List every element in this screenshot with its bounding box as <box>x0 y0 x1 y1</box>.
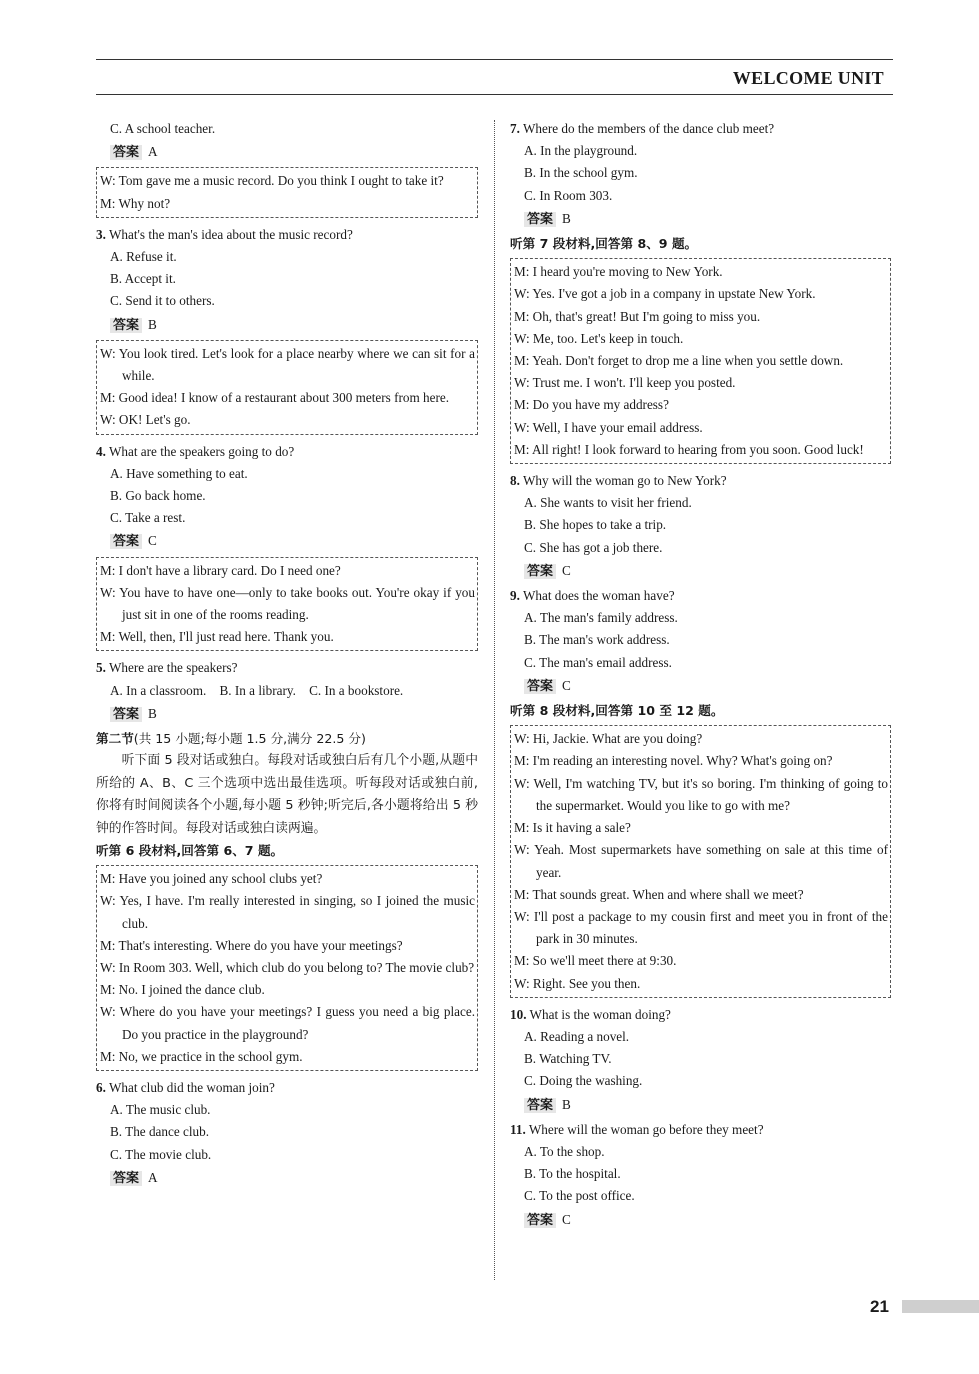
option-c: C. In Room 303. <box>524 187 613 203</box>
answer-label: 答案 <box>524 679 556 694</box>
option-b: B. The dance club. <box>110 1124 209 1140</box>
question-text: Why will the woman go to New York? <box>522 473 727 489</box>
answer-value: C <box>562 677 571 693</box>
dialogue-line: M: Well, then, I'll just read here. Thank you. <box>100 629 334 645</box>
question-number: 6. <box>96 1079 106 1095</box>
page-number-bar <box>902 1300 979 1313</box>
option-a: A. The man's family address. <box>524 610 678 626</box>
answer-line <box>510 1094 891 1117</box>
dialogue-box <box>96 167 478 217</box>
answer-label: 答案 <box>524 212 556 227</box>
option-b: B. Watching TV. <box>524 1051 612 1067</box>
answer-label: 答案 <box>110 1171 142 1186</box>
answer-line <box>510 675 891 698</box>
dialogue-line: W: Yes, I have. I'm really interested in singing, so I joined the music club. <box>100 893 475 931</box>
answer-value: B <box>148 316 157 332</box>
question <box>510 470 891 492</box>
material-heading: 听第 8 段材料,回答第 10 至 12 题。 <box>510 703 724 719</box>
question-text: What does the woman have? <box>522 588 675 604</box>
option-b: B. Go back home. <box>110 488 206 504</box>
answer-value: C <box>148 533 157 549</box>
section-instructions: 听下面 5 段对话或独白。每段对话或独白后有几个小题,从题中所给的 A、B、C 三个选项中选出最佳选项。听每段对话或独白前,你将有时间阅读各个小题,每小题 5 秒钟;听完后,各小题将给出 5 秒钟的作答时间。每段对话或独白读两遍。 <box>96 753 478 836</box>
dialogue-line: W: You have to have one—only to take books out. You're okay if you just sit in one of the rooms reading. <box>100 584 475 623</box>
option-b: B. The man's work address. <box>524 632 670 648</box>
answer-label: 答案 <box>110 534 142 549</box>
option-c: C. She has got a job there. <box>524 539 663 555</box>
answer-label: 答案 <box>524 1213 556 1228</box>
dialogue-box <box>96 865 478 1071</box>
header-rule-bottom <box>96 94 893 95</box>
question-number: 4. <box>96 443 106 459</box>
dialogue-line: W: In Room 303. Well, which club do you belong to? The movie club? <box>100 959 475 975</box>
column-separator <box>494 120 495 1280</box>
question <box>96 224 478 246</box>
answer-value: B <box>148 705 157 721</box>
answer-label: 答案 <box>524 564 556 579</box>
answer-label: 答案 <box>110 707 142 722</box>
dialogue-line: M: Is it having a sale? <box>514 820 631 836</box>
answer-value: A <box>148 144 158 160</box>
question-number: 11. <box>510 1121 526 1137</box>
dialogue-line: M: That's interesting. Where do you have your meetings? <box>100 937 403 953</box>
question-number: 3. <box>96 226 106 242</box>
header-rule-top <box>96 59 893 60</box>
dialogue-line: W: Yes. I've got a job in a company in upstate New York. <box>514 286 816 302</box>
option-a: A. To the shop. <box>524 1143 605 1159</box>
dialogue-line: W: Where do you have your meetings? I guess you need a big place. Do you practice in the playground? <box>100 1004 475 1042</box>
dialogue-line: W: Trust me. I won't. I'll keep you posted. <box>514 375 736 391</box>
dialogue-line: M: No, we practice in the school gym. <box>100 1048 303 1064</box>
answer-value: B <box>562 210 571 226</box>
dialogue-line: W: OK! Let's go. <box>100 412 191 428</box>
section-title: 第二节 <box>96 731 134 747</box>
question <box>510 1119 891 1141</box>
question <box>96 657 478 679</box>
answer-line <box>510 560 891 583</box>
question-text: What's the man's idea about the music record? <box>108 226 353 242</box>
left-column <box>96 118 478 1192</box>
dialogue-line: W: Right. See you then. <box>514 975 641 991</box>
option-a: A. Refuse it. <box>110 249 177 265</box>
option-c: C. The movie club. <box>110 1146 212 1162</box>
answer-line <box>96 141 478 164</box>
unit-title: WELCOME UNIT <box>732 68 884 88</box>
answer-value: C <box>562 1211 571 1227</box>
question <box>96 441 478 463</box>
section-note: (共 15 小题;每小题 1.5 分,满分 22.5 分) <box>133 731 366 747</box>
question-number: 8. <box>510 473 520 489</box>
answer-line <box>96 314 478 337</box>
answer-value: B <box>562 1096 571 1112</box>
dialogue-line: M: Yeah. Don't forget to drop me a line when you settle down. <box>514 353 844 369</box>
answer-line <box>510 1209 891 1232</box>
answer-label: 答案 <box>110 318 142 333</box>
dialogue-line: M: All right! I look forward to hearing from you soon. Good luck! <box>514 441 864 457</box>
dialogue-line: M: Oh, that's great! But I'm going to miss you. <box>514 308 761 324</box>
question <box>510 585 891 607</box>
dialogue-line: W: Me, too. Let's keep in touch. <box>514 330 684 346</box>
dialogue-line: W: Yeah. Most supermarkets have something on sale at this time of year. <box>514 842 888 880</box>
right-column <box>510 118 891 1234</box>
option-c: C. Send it to others. <box>110 293 215 309</box>
answer-line <box>96 703 478 726</box>
option-c: C. Take a rest. <box>110 510 186 526</box>
answer-value: A <box>148 1169 158 1185</box>
dialogue-line: M: I'm reading an interesting novel. Why? What's going on? <box>514 753 833 769</box>
answer-label: 答案 <box>110 145 142 160</box>
option-b: B. In the school gym. <box>524 165 638 181</box>
option-c: C. To the post office. <box>524 1188 635 1204</box>
dialogue-box <box>510 725 891 997</box>
option-b: B. She hopes to take a trip. <box>524 517 667 533</box>
option-c: C. Doing the washing. <box>524 1073 643 1089</box>
dialogue-line: M: Do you have my address? <box>514 397 669 413</box>
dialogue-line: W: Well, I'm watching TV, but it's so boring. I'm thinking of going to the supermarket. Would you like to go with me? <box>514 775 888 813</box>
answer-line <box>96 1167 478 1190</box>
dialogue-line: W: Well, I have your email address. <box>514 419 703 435</box>
page-number: 21 <box>870 1297 889 1316</box>
dialogue-line: M: Have you joined any school clubs yet? <box>100 871 323 887</box>
question-text: What is the woman doing? <box>529 1006 671 1022</box>
dialogue-line: W: Hi, Jackie. What are you doing? <box>514 731 703 747</box>
dialogue-line: M: I heard you're moving to New York. <box>514 264 723 280</box>
dialogue-line: M: I don't have a library card. Do I need one? <box>100 562 341 578</box>
question-text: Where will the woman go before they meet? <box>528 1121 764 1137</box>
section-heading <box>96 728 478 750</box>
option-c: C. The man's email address. <box>524 654 672 670</box>
option-a: A. She wants to visit her friend. <box>524 495 692 511</box>
option-a: A. Have something to eat. <box>110 465 248 481</box>
question-text: What club did the woman join? <box>108 1079 275 1095</box>
question-number: 9. <box>510 588 520 604</box>
dialogue-line: M: No. I joined the dance club. <box>100 982 265 998</box>
dialogue-box <box>510 258 891 464</box>
material-heading: 听第 7 段材料,回答第 8、9 题。 <box>510 236 698 252</box>
dialogue-line: M: Good idea! I know of a restaurant about 300 meters from here. <box>100 390 449 406</box>
answer-line <box>96 530 478 553</box>
question <box>510 1004 891 1026</box>
question-text: Where are the speakers? <box>108 660 238 676</box>
option-b: B. Accept it. <box>110 271 176 287</box>
dialogue-line: M: Why not? <box>100 195 171 211</box>
options-line: A. In a classroom. B. In a library. C. In a bookstore. <box>110 682 404 698</box>
dialogue-box <box>96 340 478 435</box>
question <box>510 118 891 140</box>
option-c: C. A school teacher. <box>110 121 216 136</box>
answer-label: 答案 <box>524 1098 556 1113</box>
option-a: A. Reading a novel. <box>524 1028 630 1044</box>
dialogue-line: W: I'll post a package to my cousin first and meet you in front of the park in 30 minutes. <box>514 908 888 947</box>
option-a: A. In the playground. <box>524 143 638 159</box>
dialogue-line: W: Tom gave me a music record. Do you think I ought to take it? <box>100 173 444 189</box>
material-heading: 听第 6 段材料,回答第 6、7 题。 <box>96 842 284 858</box>
question-text: What are the speakers going to do? <box>108 443 295 459</box>
question <box>96 1077 478 1099</box>
option-b: B. To the hospital. <box>524 1166 621 1182</box>
question-number: 10. <box>510 1006 527 1022</box>
question-text: Where do the members of the dance club meet? <box>522 121 775 136</box>
dialogue-box <box>96 557 478 652</box>
dialogue-line: W: You look tired. Let's look for a place nearby where we can sit for a while. <box>100 345 475 384</box>
dialogue-line: M: That sounds great. When and where shall we meet? <box>514 886 804 902</box>
answer-line <box>510 208 891 231</box>
question-number: 5. <box>96 660 106 676</box>
question-number: 7. <box>510 121 520 136</box>
option-a: A. The music club. <box>110 1102 211 1118</box>
answer-value: C <box>562 562 571 578</box>
dialogue-line: M: So we'll meet there at 9:30. <box>514 953 677 969</box>
